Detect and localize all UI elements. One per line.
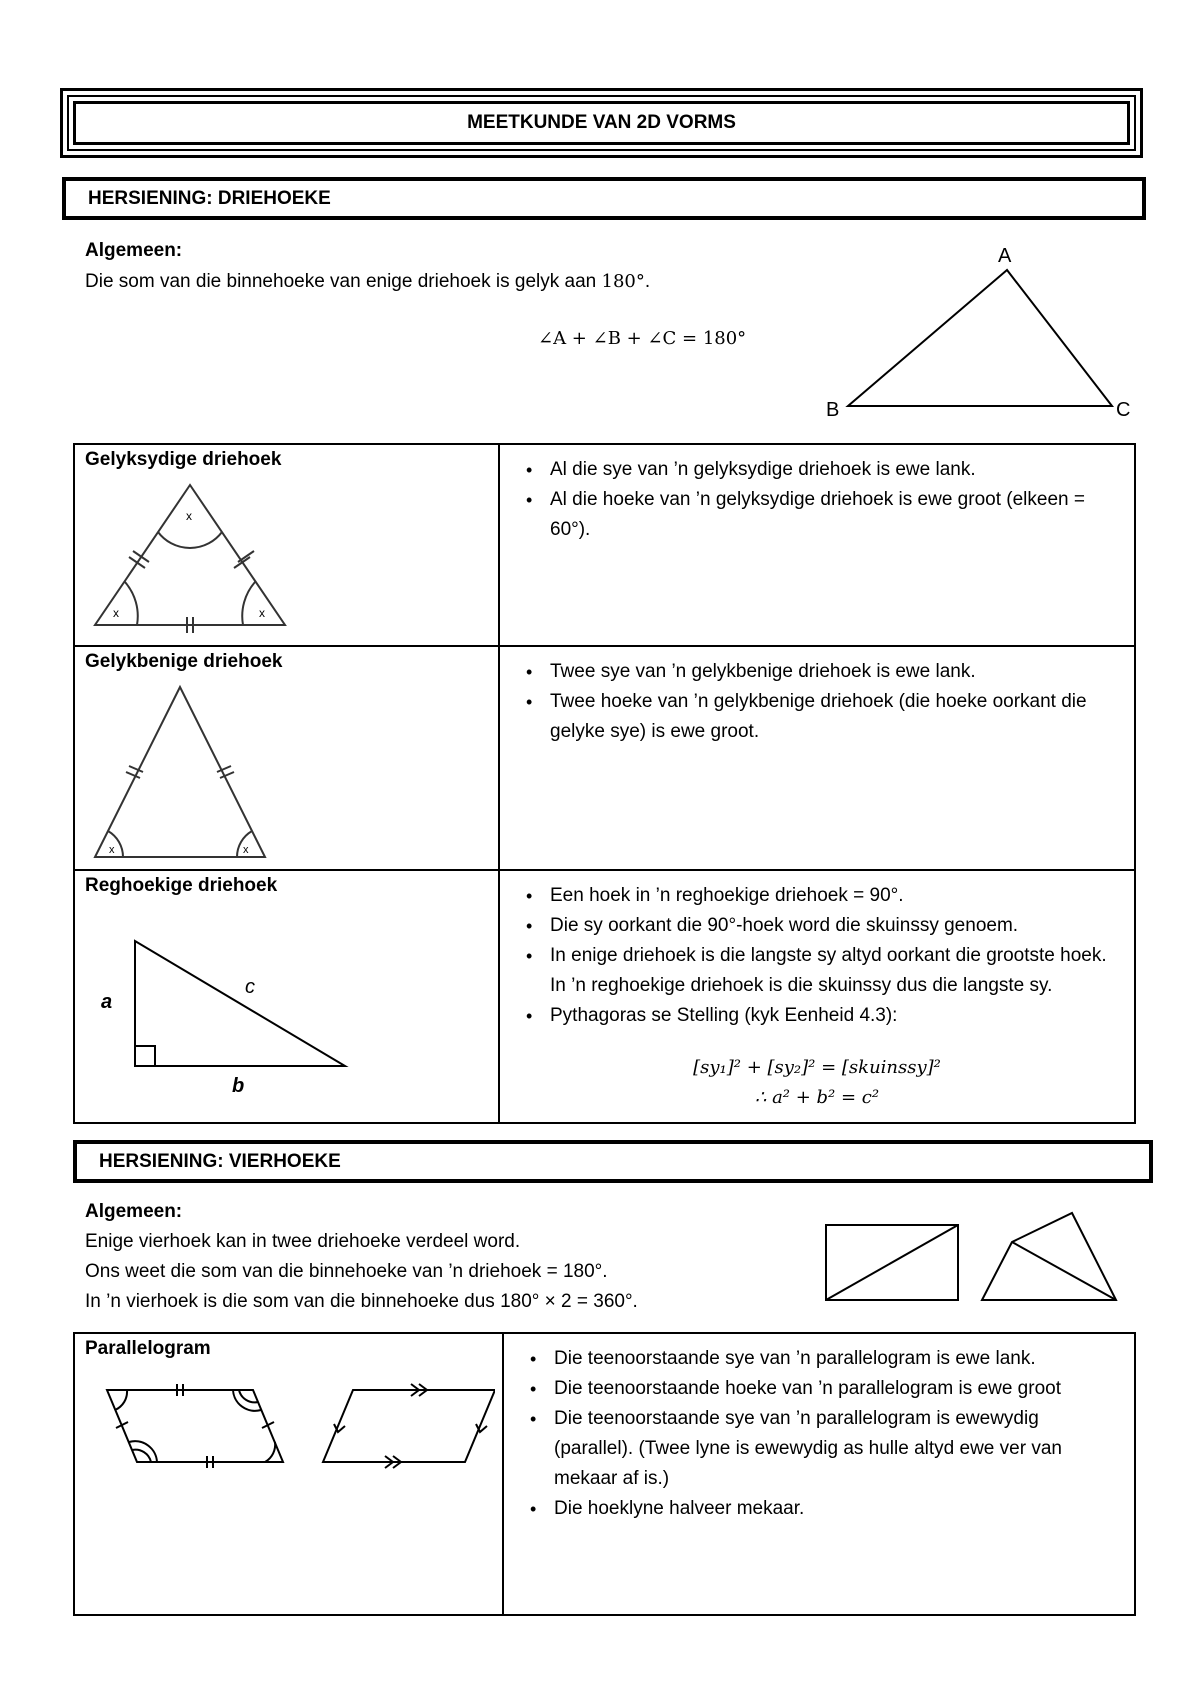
angle-mark-top: x bbox=[186, 509, 192, 523]
vertex-label-b: B bbox=[826, 399, 840, 420]
angle-arc-top bbox=[158, 532, 222, 548]
rectangle-diagonal bbox=[826, 1225, 958, 1300]
angle-arc bbox=[115, 1390, 127, 1410]
row-title-right-angled: Reghoekige driehoek bbox=[85, 875, 278, 896]
list-item: • Die sy oorkant die 90°-hoek word die skuinssy genoem. bbox=[522, 911, 1112, 941]
row-title-equilateral: Gelyksydige driehoek bbox=[85, 449, 282, 470]
equilateral-properties-list bbox=[522, 455, 1112, 545]
list-item: • Pythagoras se Stelling (kyk Eenheid 4.3): bbox=[522, 1001, 1112, 1031]
parallelogram-properties-list bbox=[526, 1344, 1086, 1524]
quadrilaterals-line-1: Enige vierhoek kan in twee driehoeke verdeel word. bbox=[85, 1231, 521, 1252]
section-heading-triangles: HERSIENING: DRIEHOEKE bbox=[62, 177, 1146, 220]
angle-sum-formula: ∠A + ∠B + ∠C = 180° bbox=[538, 328, 747, 349]
list-item: • Die teenoorstaande sye van ’n parallelogram is ewewydig (parallel). (Twee lyne is ewewydig as hulle altyd ewe ver van mekaar af is.) bbox=[526, 1404, 1086, 1494]
general-triangle-figure bbox=[820, 240, 1140, 420]
list-item: • Een hoek in ’n reghoekige driehoek = 90°. bbox=[522, 881, 1112, 911]
list-item: • Die hoeklyne halveer mekaar. bbox=[526, 1494, 1086, 1524]
isosceles-properties-list bbox=[522, 657, 1112, 747]
list-item: • Al die hoeke van ’n gelyksydige driehoek is ewe groot (elkeen = 60°). bbox=[522, 485, 1112, 545]
angle-arc-right bbox=[242, 582, 255, 625]
cell-right-angled-properties bbox=[499, 870, 1135, 1123]
cell-parallelogram-properties bbox=[503, 1333, 1135, 1615]
cell-isosceles-figure bbox=[74, 646, 499, 870]
vertex-label-a: A bbox=[998, 245, 1012, 267]
list-item: • Twee sye van ’n gelykbenige driehoek is ewe lank. bbox=[522, 657, 1112, 687]
right-triangle bbox=[135, 941, 345, 1066]
vertex-label-c: C bbox=[1116, 399, 1131, 420]
quadrilaterals-table bbox=[73, 1332, 1136, 1616]
general-text-suffix: . bbox=[644, 271, 651, 292]
right-triangle-figure bbox=[85, 921, 385, 1111]
quadrilaterals-line-3: In ’n vierhoek is die som van die binnehoeke dus 180° × 2 = 360°. bbox=[85, 1291, 638, 1312]
quadrilaterals-general-label: Algemeen: bbox=[85, 1201, 183, 1222]
pythagoras-formula-words: [sy₁]² + [sy₂]² = [skuinssy]² bbox=[693, 1057, 941, 1078]
equilateral-triangle bbox=[95, 485, 285, 625]
table-row-equilateral bbox=[74, 444, 1135, 646]
page-title: MEETKUNDE VAN 2D VORMS bbox=[73, 101, 1130, 145]
angle-arc bbox=[265, 1442, 275, 1462]
quadrilateral bbox=[982, 1213, 1116, 1300]
table-row-right-angled bbox=[74, 870, 1135, 1123]
list-item: • In enige driehoek is die langste sy altyd oorkant die grootste hoek. In ’n reghoekige driehoek is die skuinssy dus die langste sy. bbox=[522, 941, 1112, 1001]
cell-equilateral-figure bbox=[74, 444, 499, 646]
pythagoras-formula-letters: ∴ a² + b² = c² bbox=[754, 1087, 880, 1108]
parallelogram-angles bbox=[107, 1390, 283, 1462]
list-item: • Twee hoeke van ’n gelykbenige driehoek (die hoeke oorkant die gelyke sye) is ewe groot. bbox=[522, 687, 1112, 747]
general-text-value: 180° bbox=[601, 271, 645, 292]
angle-mark-left: x bbox=[109, 844, 115, 856]
section-heading-quadrilaterals: HERSIENING: VIERHOEKE bbox=[73, 1140, 1153, 1183]
parallelogram-parallel bbox=[323, 1390, 495, 1462]
cell-right-angled-figure bbox=[74, 870, 499, 1123]
row-title-parallelogram: Parallelogram bbox=[85, 1338, 211, 1359]
angle-mark-left: x bbox=[113, 606, 119, 620]
triangles-general-text bbox=[85, 267, 650, 297]
cell-parallelogram-figure bbox=[74, 1333, 503, 1615]
equilateral-triangle-figure bbox=[85, 475, 295, 635]
right-angle-mark bbox=[135, 1046, 155, 1066]
table-row-isosceles bbox=[74, 646, 1135, 870]
cell-equilateral-properties bbox=[499, 444, 1135, 646]
isosceles-triangle-figure bbox=[85, 679, 285, 869]
title-frame bbox=[60, 88, 1143, 158]
list-item: • Die teenoorstaande sye van ’n parallelogram is ewe lank. bbox=[526, 1344, 1086, 1374]
triangles-general-label: Algemeen: bbox=[85, 240, 183, 261]
side-label-a: a bbox=[101, 991, 113, 1013]
cell-isosceles-properties bbox=[499, 646, 1135, 870]
angle-mark-right: x bbox=[243, 844, 249, 856]
general-triangle bbox=[848, 270, 1112, 406]
table-row-parallelogram bbox=[74, 1333, 1135, 1615]
general-text-prefix: Die som van die binnehoeke van enige driehoek is gelyk aan bbox=[85, 271, 602, 292]
quadrilateral-split-figure bbox=[820, 1205, 1130, 1305]
isosceles-triangle bbox=[95, 687, 265, 857]
parallelogram-figures bbox=[95, 1376, 495, 1476]
row-title-isosceles: Gelykbenige driehoek bbox=[85, 651, 283, 672]
triangles-table bbox=[73, 443, 1136, 1124]
side-label-c: c bbox=[245, 976, 255, 998]
angle-mark-right: x bbox=[259, 606, 265, 620]
right-angled-properties-list bbox=[522, 881, 1112, 1031]
list-item: • Die teenoorstaande hoeke van ’n parallelogram is ewe groot bbox=[526, 1374, 1086, 1404]
side-label-b: b bbox=[232, 1075, 245, 1097]
angle-arc-left bbox=[125, 582, 138, 625]
list-item: • Al die sye van ’n gelyksydige driehoek is ewe lank. bbox=[522, 455, 1112, 485]
quadrilaterals-line-2: Ons weet die som van die binnehoeke van ’n driehoek = 180°. bbox=[85, 1261, 608, 1282]
